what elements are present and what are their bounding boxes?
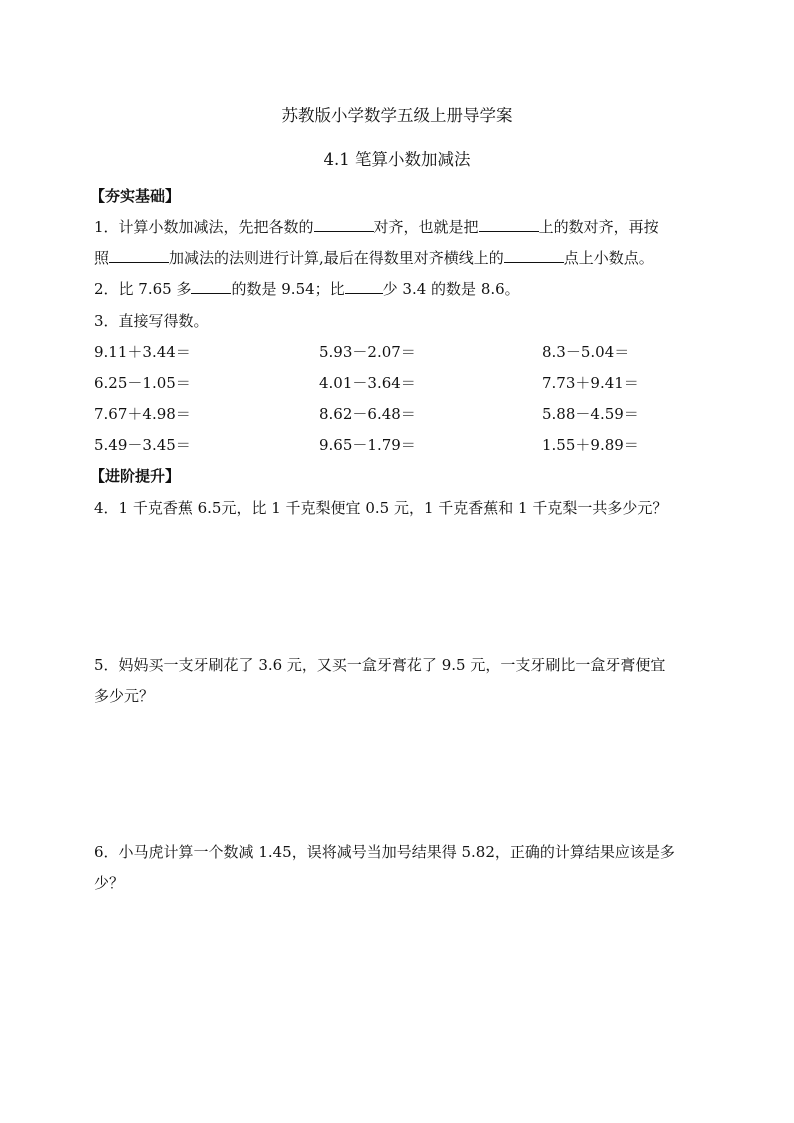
- math-item: 7.73＋9.41＝: [542, 374, 639, 392]
- math-item: 5.93－2.07＝: [319, 343, 416, 361]
- page-title: 苏教版小学数学五级上册导学案: [281, 106, 513, 125]
- math-row: [94, 342, 714, 373]
- mental-math-grid: [94, 342, 714, 466]
- question-5-line-1: 5．妈妈买一支牙刷花了 3.6 元，又买一盒牙膏花了 9.5 元，一支牙刷比一盒牙膏便宜: [94, 656, 666, 674]
- math-item: 9.11＋3.44＝: [94, 343, 191, 361]
- question-1-line-2: [94, 248, 654, 268]
- q1-text-b: 对齐，也就是把: [373, 218, 479, 236]
- section-advanced-heading: 【进阶提升】: [90, 467, 181, 485]
- math-item: 5.49－3.45＝: [94, 436, 191, 454]
- q1-text-e: 加减法的法则进行计算,最后在得数里对齐横线上的: [169, 249, 504, 267]
- question-5-line-2: 多少元？: [94, 687, 155, 705]
- q2-text-a: 2．比 7.65 多: [94, 280, 192, 298]
- q1-text-f: 点上小数点。: [563, 249, 654, 267]
- math-item: 6.25－1.05＝: [94, 374, 191, 392]
- q1-blank-2[interactable]: [479, 217, 539, 232]
- q1-text-d: 照: [94, 249, 110, 267]
- question-6-line-2: 少？: [94, 874, 125, 892]
- question-2: [94, 279, 520, 299]
- q1-blank-1[interactable]: [314, 217, 374, 232]
- q1-blank-4[interactable]: [504, 248, 564, 263]
- question-6-line-1: 6．小马虎计算一个数减 1.45，误将减号当加号结果得 5.82，正确的计算结果应该是多: [94, 843, 675, 861]
- question-4: 4．1 千克香蕉 6.5元，比 1 千克梨便宜 0.5 元，1 千克香蕉和 1 千克梨一共多少元？: [94, 499, 668, 517]
- q1-text-c: 上的数对齐，再按: [538, 218, 659, 236]
- math-item: 5.88－4.59＝: [542, 405, 639, 423]
- q1-blank-3[interactable]: [109, 248, 169, 263]
- math-item: 7.67＋4.98＝: [94, 405, 191, 423]
- lesson-title: 4.1 笔算小数加减法: [323, 150, 471, 169]
- q2-blank-1[interactable]: [191, 279, 231, 294]
- math-item: 9.65－1.79＝: [319, 436, 416, 454]
- q2-blank-2[interactable]: [345, 279, 383, 294]
- section-basic-heading: 【夯实基础】: [90, 187, 181, 205]
- question-3-title: 3．直接写得数。: [94, 312, 209, 330]
- math-item: 8.3－5.04＝: [542, 343, 630, 361]
- math-row: [94, 404, 714, 435]
- q1-text-a: 1．计算小数加减法，先把各数的: [94, 218, 314, 236]
- math-item: 4.01－3.64＝: [319, 374, 416, 392]
- math-item: 1.55＋9.89＝: [542, 436, 639, 454]
- math-row: [94, 373, 714, 404]
- math-row: [94, 435, 714, 466]
- q2-text-b: 的数是 9.54；比: [231, 280, 345, 298]
- question-1-line-1: [94, 217, 659, 237]
- math-item: 8.62－6.48＝: [319, 405, 416, 423]
- q2-text-c: 少 3.4 的数是 8.6。: [382, 280, 520, 298]
